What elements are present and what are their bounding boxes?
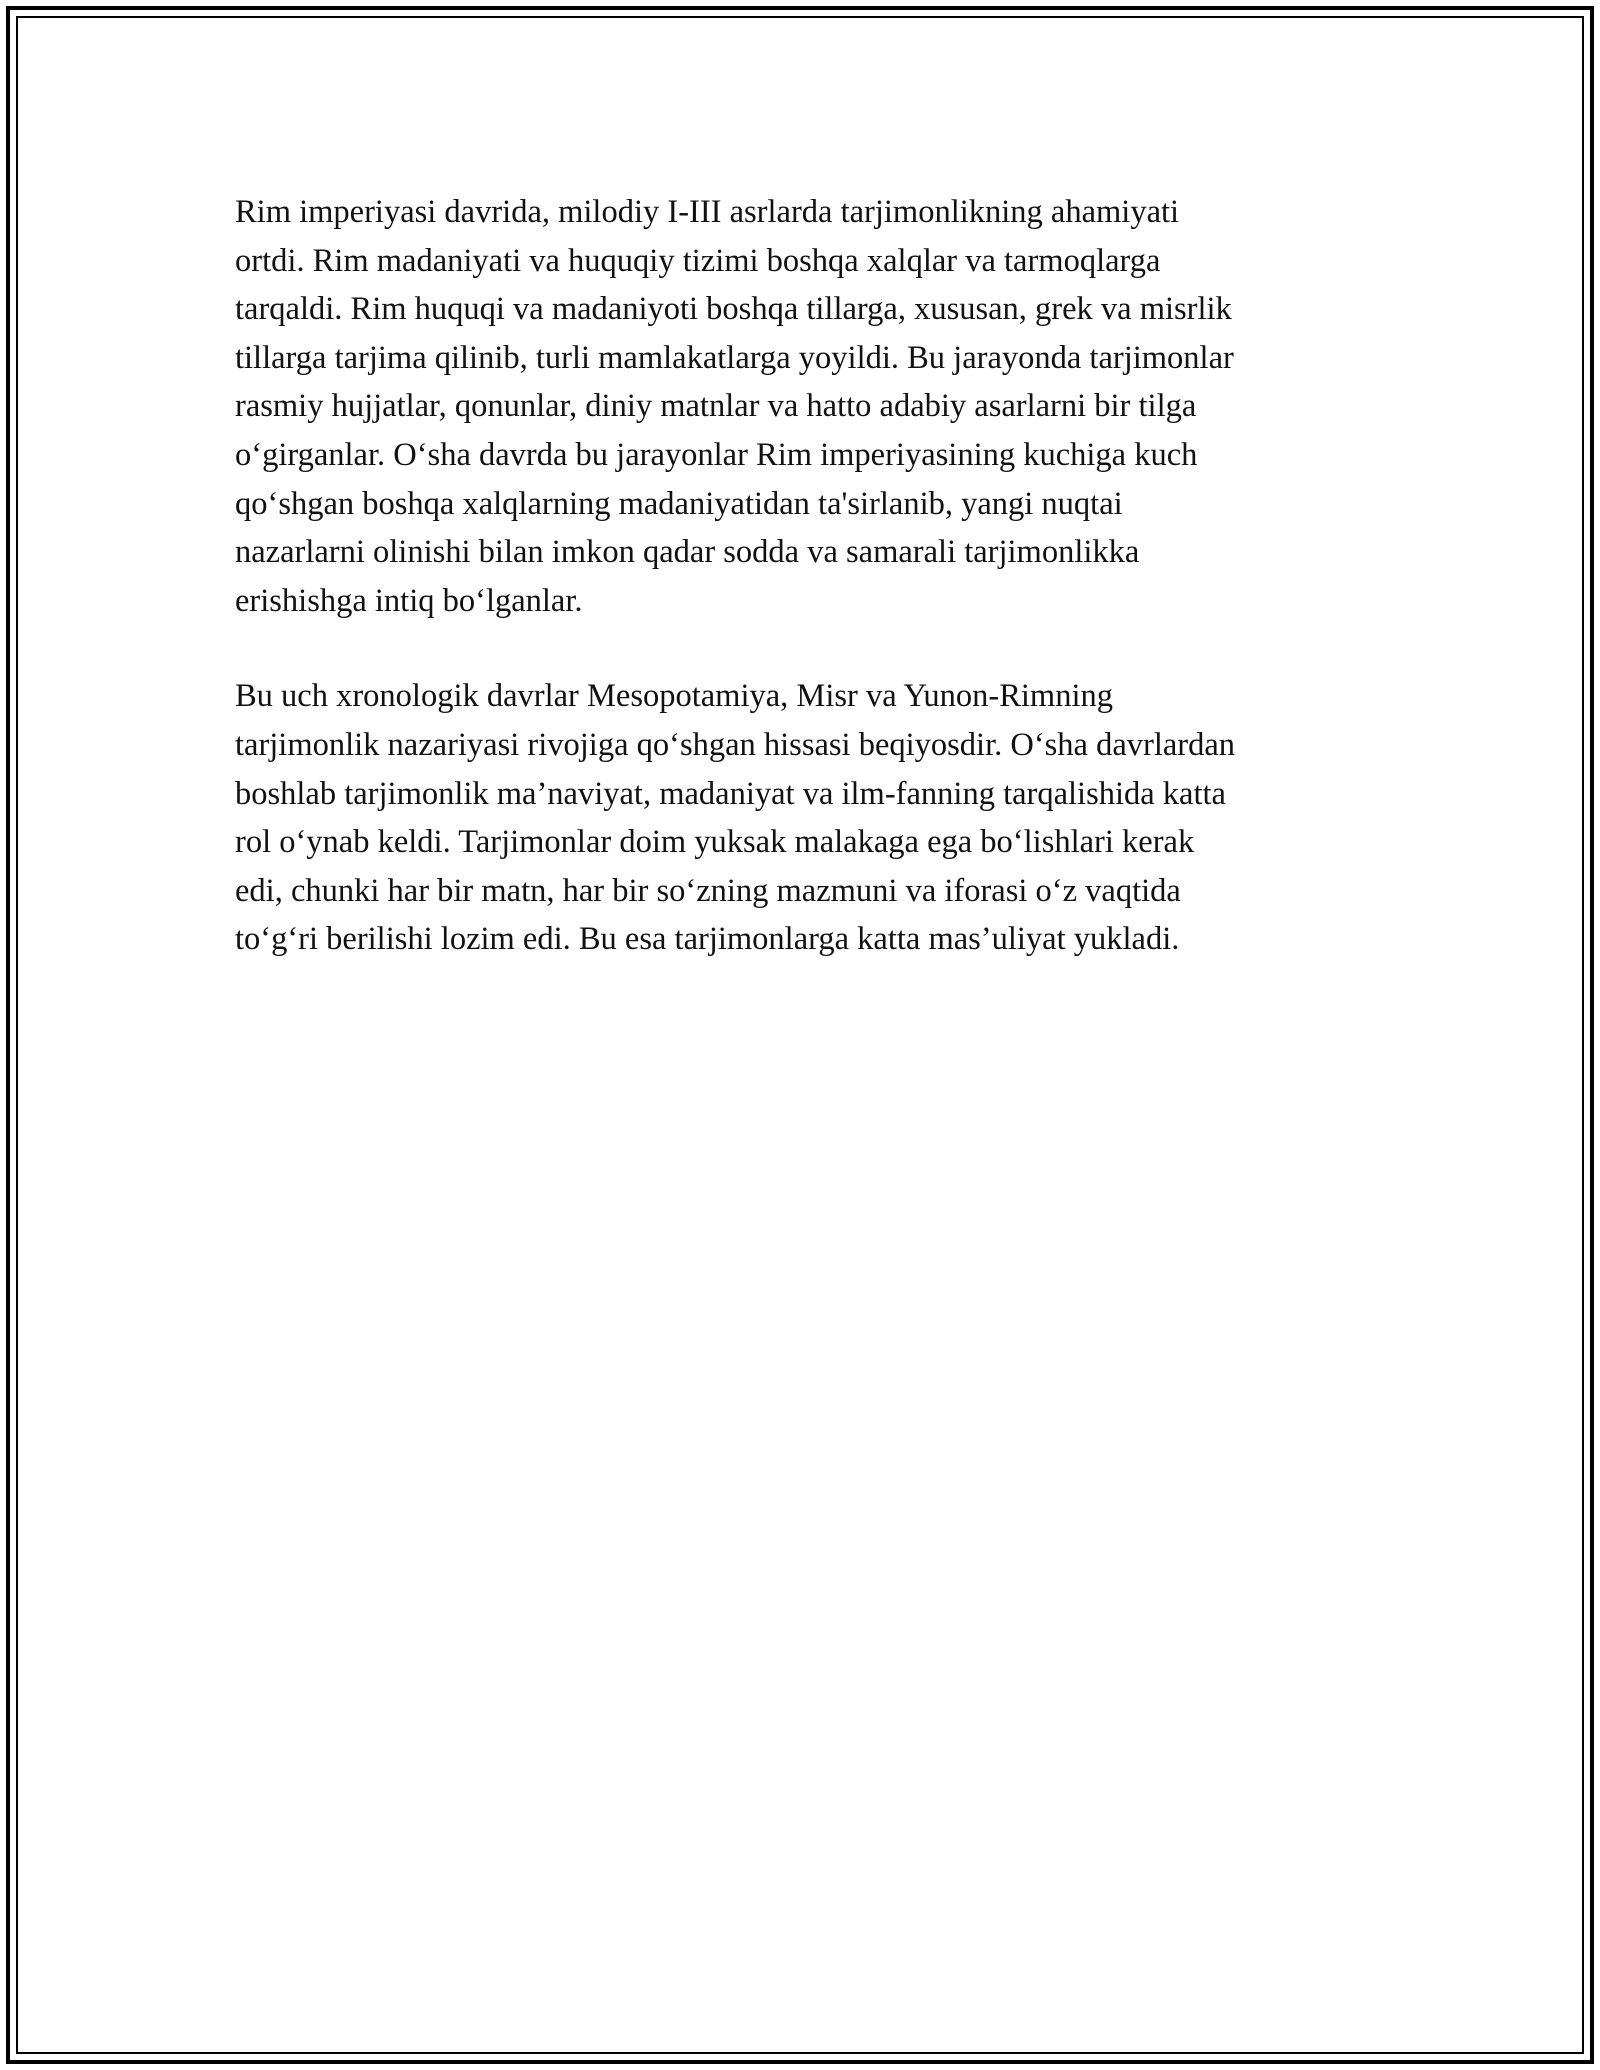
paragraph-line: boshlab tarjimonlik ma’naviyat, madaniyat va ilm-fanning tarqalishida katta <box>235 775 1226 812</box>
paragraph-line: to‘g‘ri berilishi lozim edi. Bu esa tarjimonlarga katta mas’uliyat yukladi. <box>235 921 1180 958</box>
paragraph-line: Rim imperiyasi davrida, milodiy I-III asrlarda tarjimonlikning ahamiyati <box>235 194 1180 230</box>
paragraph-line: nazarlarni olinishi bilan imkon qadar sodda va samarali tarjimonlikka <box>235 534 1140 571</box>
paragraph-line: Bu uch xronologik davrlar Mesopotamiya, Misr va Yunon-Rimning <box>235 678 1113 715</box>
paragraph-line: o‘girganlar. O‘sha davrda bu jarayonlar Rim imperiyasining kuchiga kuch <box>235 436 1198 473</box>
paragraph-line: qo‘shgan boshqa xalqlarning madaniyatidan ta'sirlanib, yangi nuqtai <box>235 485 1123 522</box>
paragraph-1 <box>235 188 1375 625</box>
paragraph-line: tarqaldi. Rim huquqi va madaniyoti boshqa tillarga, xususan, grek va misrlik <box>235 291 1232 328</box>
document-body <box>235 188 1375 964</box>
paragraph-line: erishishga intiq bo‘lganlar. <box>235 582 583 619</box>
paragraph-line: rol o‘ynab keldi. Tarjimonlar doim yuksak malakaga ega bo‘lishlari kerak <box>235 824 1195 861</box>
paragraph-2 <box>235 672 1375 964</box>
paragraph-line: rasmiy hujjatlar, qonunlar, diniy matnlar va hatto adabiy asarlarni bir tilga <box>235 388 1197 425</box>
paragraph-line: tillarga tarjima qilinib, turli mamlakatlarga yoyildi. Bu jarayonda tarjimonlar <box>235 339 1234 376</box>
paragraph-line: edi, chunki har bir matn, har bir so‘zning mazmuni va iforasi o‘z vaqtida <box>235 872 1181 909</box>
paragraph-line: ortdi. Rim madaniyati va huquqiy tizimi boshqa xalqlar va tarmoqlarga <box>235 242 1161 279</box>
paragraph-line: tarjimonlik nazariyasi rivojiga qo‘shgan hissasi beqiyosdir. O‘sha davrlardan <box>235 726 1236 763</box>
